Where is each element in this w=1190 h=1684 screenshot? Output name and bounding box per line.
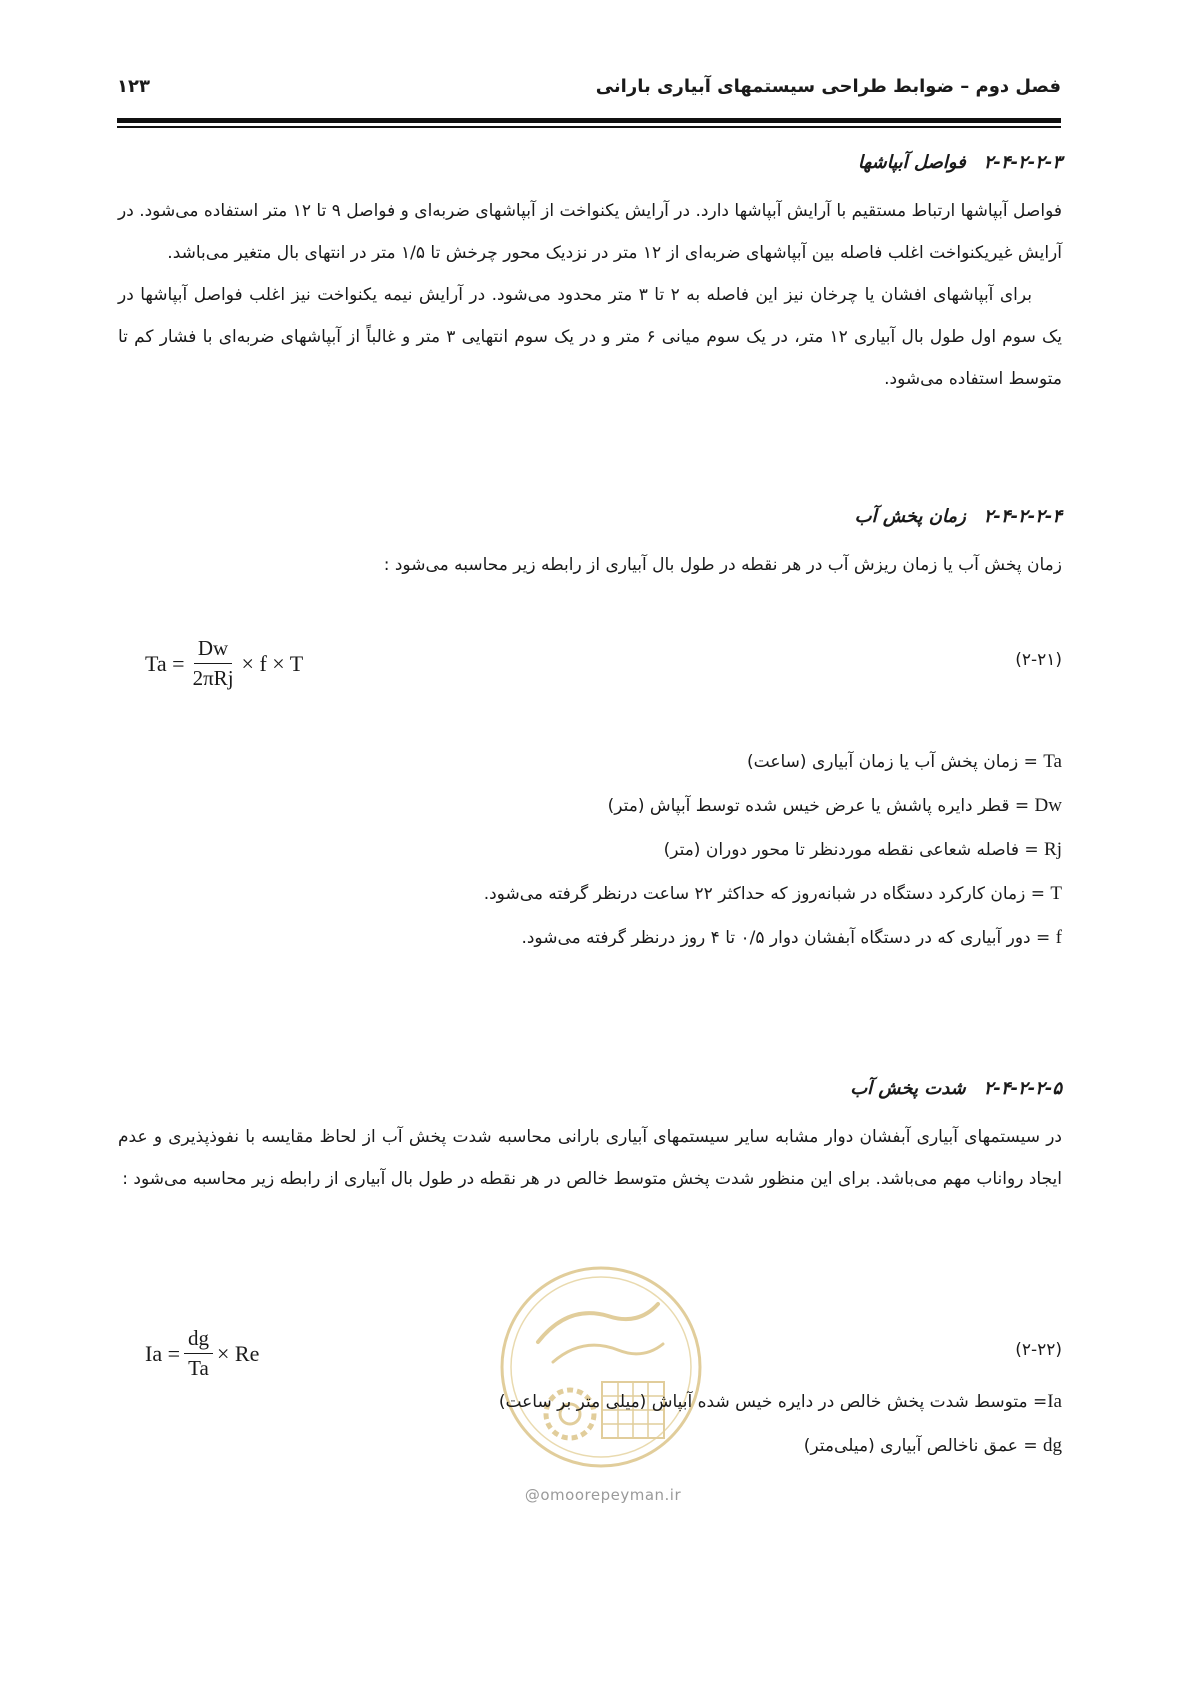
definition-symbol: f (1055, 927, 1062, 948)
equation-fraction (184, 1326, 213, 1381)
fraction-numerator: Dw (194, 636, 232, 664)
equation-lhs: Ta = (145, 650, 185, 676)
section-body-application-time (118, 544, 1062, 586)
header-rule-thick (117, 118, 1061, 123)
equation-number: (۲-۲۲) (1015, 1340, 1062, 1360)
definition-symbol: Ta (1043, 751, 1062, 772)
header-rule-thin (117, 126, 1061, 128)
section-title: فواصل آبپاشها (857, 152, 966, 173)
definition-symbol: Rj (1044, 839, 1062, 860)
chapter-title: فصل دوم – ضوابط طراحی سیستمهای آبیاری بارانی (595, 76, 1061, 97)
page-number: ۱۲۳ (117, 76, 150, 97)
section-heading-application-time (855, 506, 1062, 527)
equation-application-rate (145, 1326, 259, 1381)
section-title: زمان پخش آب (854, 506, 966, 527)
section-heading-sprinkler-spacing (858, 152, 1062, 173)
equation-fraction (189, 636, 238, 691)
definition-row (484, 916, 1062, 960)
page-header (117, 70, 1061, 110)
paragraph: در سیستمهای آبیاری آبفشان دوار مشابه سایر سیستمهای آبیاری بارانی محاسبه شدت پخش آب از لحاظ مقایسه با نفوذپذیری و عدم ایجاد رواناب مهم می‌باشد. برای این منظور شدت پخش متوسط خالص در هر نقطه در طول بال آبیاری از رابطه زیر محاسبه می‌شود : (118, 1127, 1062, 1189)
fraction-denominator: Ta (188, 1356, 209, 1380)
definition-text: = عمق ناخالص آبیاری (میلی‌متر) (803, 1436, 1043, 1456)
section-number: ۲-۴-۲-۲-۵ (983, 1078, 1062, 1099)
definition-symbol: dg (1043, 1435, 1062, 1456)
definition-symbol: Ia (1047, 1391, 1062, 1412)
definition-text: = زمان پخش آب یا زمان آبیاری (ساعت) (747, 752, 1044, 772)
section-body-sprinkler-spacing (118, 190, 1062, 400)
equation-rest: × Re (217, 1340, 260, 1366)
paragraph: زمان پخش آب یا زمان ریزش آب در هر نقطه در طول بال آبیاری از رابطه زیر محاسبه می‌شود : (383, 555, 1062, 575)
paragraph: برای آبپاشهای افشان یا چرخان نیز این فاصله به ۲ تا ۳ متر محدود می‌شود. در آرایش نیمه یکنواخت نیز اغلب فواصل آبپاشها در یک سوم اول طول بال آبیاری ۱۲ متر، در یک سوم میانی ۶ متر و در یک سوم انتهایی ۳ متر و غالباً از آبپاشهای ضربه‌ای با فشار کم تا متوسط استفاده می‌شود. (118, 285, 1062, 389)
definition-text: = دور آبیاری که در دستگاه آبفشان دوار ۰/۵ تا ۴ روز درنظر گرفته می‌شود. (521, 928, 1056, 948)
section-number: ۲-۴-۲-۲-۴ (983, 506, 1062, 527)
section-number: ۲-۴-۲-۲-۳ (983, 152, 1062, 173)
definition-symbol: T (1050, 883, 1062, 904)
definition-text: = قطر دایره پاشش یا عرض خیس شده توسط آبپاش (متر) (607, 796, 1035, 816)
definition-row (484, 872, 1062, 916)
section-body-application-rate (118, 1116, 1062, 1200)
definition-text: = فاصله شعاعی نقطه موردنظر تا محور دوران (متر) (663, 840, 1045, 860)
definition-row (499, 1380, 1062, 1424)
fraction-denominator: 2πRj (192, 666, 234, 690)
equation-number: (۲-۲۱) (1015, 650, 1062, 670)
watermark-url: @omoorepeyman.ir (524, 1486, 682, 1504)
definition-symbol: Dw (1034, 795, 1062, 816)
section-title: شدت پخش آب (850, 1078, 966, 1099)
section-heading-application-rate (850, 1078, 1062, 1099)
paragraph: فواصل آبپاشها ارتباط مستقیم با آرایش آبپاشها دارد. در آرایش یکنواخت از آبپاشهای ضربه‌ای و فواصل ۹ تا ۱۲ متر استفاده می‌شود. در آرایش غیریکنواخت اغلب فاصله بین آبپاشهای ضربه‌ای از ۱۲ متر در نزدیک محور چرخش تا ۱/۵ متر در انتهای بال متغیر می‌باشد. (118, 201, 1063, 263)
equation-lhs: Ia = (145, 1340, 180, 1366)
definition-row (484, 828, 1062, 872)
definition-text: = متوسط شدت پخش خالص در دایره خیس شده آبپاش (میلی متر بر ساعت) (498, 1392, 1048, 1412)
equation-rest: × f × T (241, 650, 304, 676)
definition-row (484, 784, 1062, 828)
definition-list-application-time (484, 740, 1062, 960)
definition-row (484, 740, 1062, 784)
definition-text: = زمان کارکرد دستگاه در شبانه‌روز که حداکثر ۲۲ ساعت درنظر گرفته می‌شود. (483, 884, 1051, 904)
equation-application-time (145, 636, 303, 691)
fraction-numerator: dg (184, 1326, 213, 1354)
definition-list-application-rate (499, 1380, 1062, 1468)
definition-row (499, 1424, 1062, 1468)
